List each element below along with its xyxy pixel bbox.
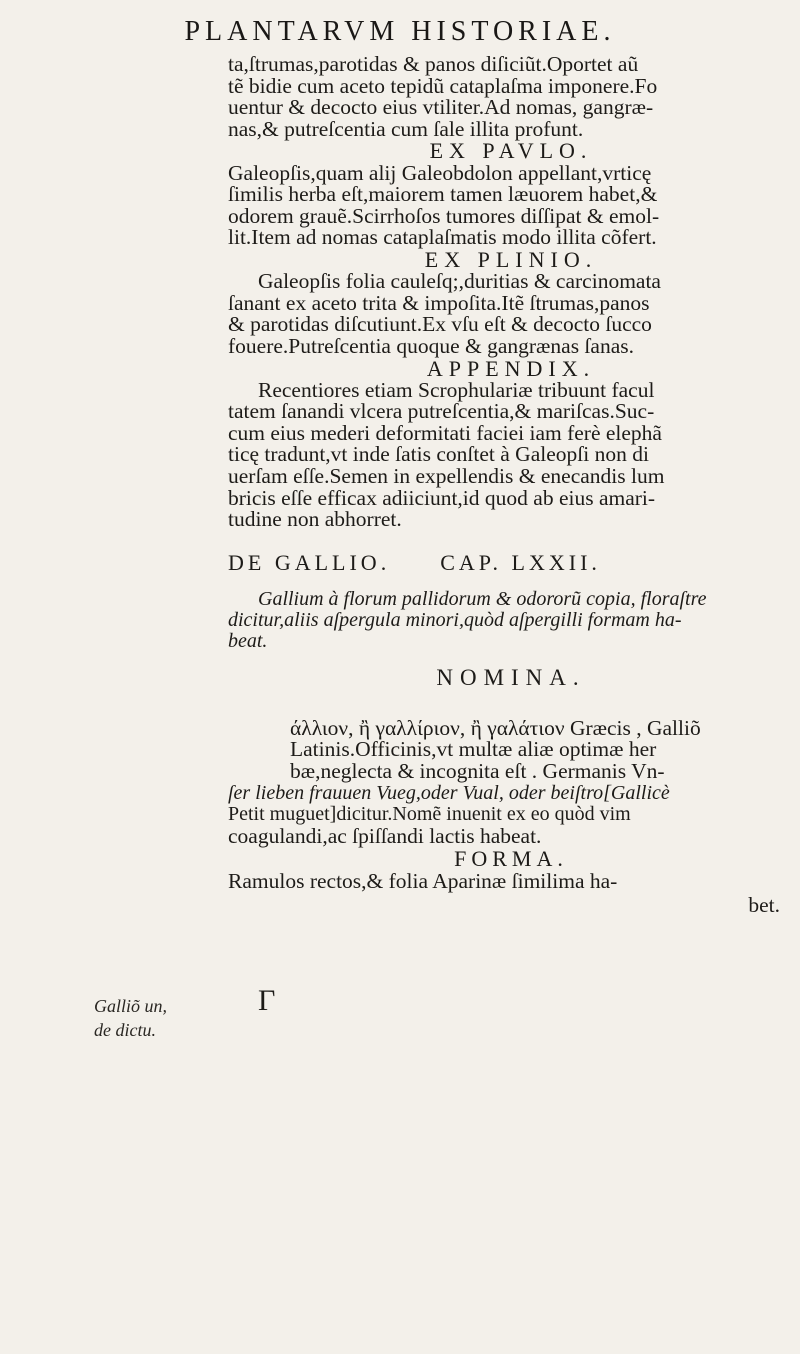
running-head: PLANTARVM HISTORIAE. [184, 16, 616, 47]
marginal-note-line: Galliõ un, [94, 996, 168, 1016]
italic-intro-line: beat. [228, 629, 268, 652]
decorative-initial: Γ [258, 984, 276, 1017]
marginal-note [94, 994, 222, 1042]
section-heading-paulo: EX PAVLO. [429, 138, 593, 164]
text-line: coagulandi,ac ſpiſſandi lactis habeat. [228, 823, 542, 848]
text-line: tatem ſanandi vlcera putreſcentia,& mariſcas.Suc- [228, 399, 655, 424]
text-line: lit.Item ad nomas cataplaſmatis modo illita cõfert. [228, 225, 657, 250]
section-heading-plinio: EX PLINIO. [424, 246, 598, 272]
chapter-heading [228, 545, 794, 581]
text-line: Galeopſis,quam alij Galeobdolon appellant,vrticę [228, 160, 652, 185]
text-line: Latinis.Officinis,vt multæ aliæ optimæ her [290, 737, 657, 762]
text-line: ſanant ex aceto trita & impoſita.Itẽ ſtrumas,panos [228, 290, 650, 315]
text-line: odorem grauẽ.Scirrhoſos tumores diſſipat & emol- [228, 203, 660, 228]
chapter-title: DE GALLIO. [228, 549, 391, 575]
marginal-note-line: de dictu. [94, 1020, 156, 1040]
text-line: uentur & decocto eius vtiliter.Ad nomas, gangræ- [228, 95, 654, 120]
italic-intro-line: Gallium à florum pallidorum & odororũ copia, floraſtre [258, 587, 707, 610]
catchword: bet. [748, 893, 780, 917]
main-text-column [228, 54, 794, 917]
text-line: ſer lieben frauuen Vueg,oder Vual, oder beiſtro[Gallicè [228, 781, 670, 804]
text-line: tẽ bidie cum aceto tepidũ cataplaſma imponere.Fo [228, 73, 658, 98]
section-heading-forma: FORMA. [454, 846, 568, 872]
italic-intro-line: dicitur,aliis aſpergula minori,quòd aſpergilli formam ha- [228, 608, 682, 631]
text-line: fouere.Putreſcentia quoque & gangrænas ſanas. [228, 333, 634, 358]
text-line: Galeopſis folia cauleſq;,duritias & carcinomata [258, 269, 661, 294]
text-line: tudine non abhorret. [228, 507, 402, 532]
text-line: ſimilis herba eſt,maiorem tamen læuorem habet,& [228, 182, 658, 207]
text-line: άλλιον, ἢ γαλλίριον, ἢ γαλάτιον Græcis , Galliõ [290, 715, 701, 740]
text-line: Petit muguet]dicitur.Nomẽ inuenit ex eo quòd vim [228, 803, 631, 826]
text-line: ticę tradunt,vt inde ſatis conſtet à Galeopſi non di [228, 442, 649, 467]
section-heading-nomina: NOMINA. [436, 664, 586, 690]
text-line: cum eius mederi deformitati faciei iam ferè elephã [228, 420, 662, 445]
text-line: ta,ſtrumas,parotidas & panos diſiciũt.Oportet aũ [228, 52, 639, 76]
text-line: nas,& putreſcentia cum ſale illita profunt. [228, 116, 584, 141]
chapter-number: CAP. LXXII. [440, 549, 601, 575]
section-heading-appendix: APPENDIX. [426, 355, 596, 381]
text-line: bricis eſſe efficax adiiciunt,id quod ab eius amari- [228, 485, 656, 510]
text-line: Ramulos rectos,& folia Aparinæ ſimilima ha- [228, 869, 618, 894]
text-line: & parotidas diſcutiunt.Ex vſu eſt & decocto ſucco [228, 312, 652, 337]
text-line: uerſam eſſe.Semen in expellendis & enecandis lum [228, 464, 665, 489]
text-line: Recentiores etiam Scrophulariæ tribuunt facul [258, 377, 655, 402]
text-line: bæ,neglecta & incognita eſt . Germanis Vn- [290, 759, 665, 784]
